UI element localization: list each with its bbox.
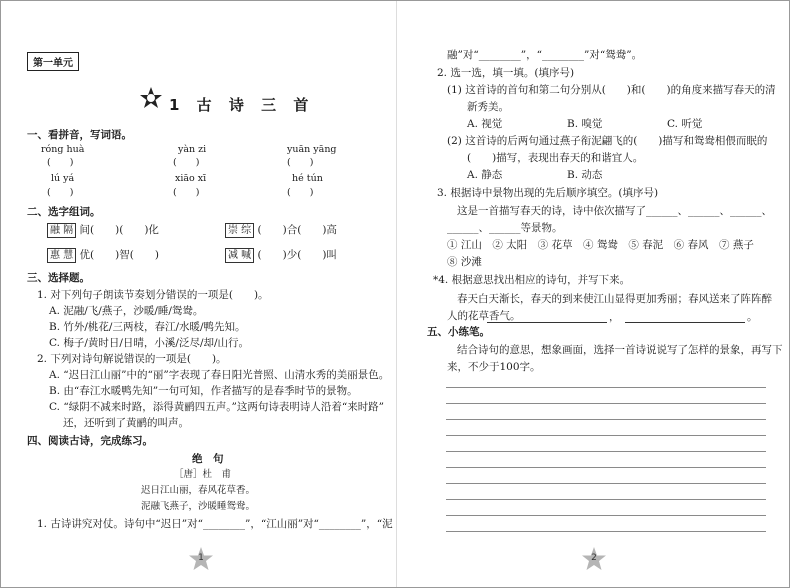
option-c: C. “绿阴不减来时路，添得黄鹂四五声。”这两句诗表明诗人沿着“来时路”: [49, 401, 385, 413]
page-number-star: [581, 546, 607, 572]
word-row-1: [47, 223, 159, 238]
char-choice-box: 惠 慧: [47, 248, 76, 263]
sub-question-cont: 新秀美。: [467, 101, 509, 113]
sub-question: (2) 这首诗的后两句通过燕子衔泥翩飞的( )描写和鸳鸯相偎而眠的: [447, 135, 768, 147]
char-choice-box: 崇 综: [225, 223, 254, 238]
word-blanks: 优( )智( ): [79, 249, 159, 261]
answer-line: [625, 322, 745, 323]
option-a: A. 静态: [467, 169, 503, 181]
answer-paren: ( ): [173, 187, 200, 198]
poem-line: 泥融飞燕子，沙暖睡鸳鸯。: [141, 501, 256, 512]
page-number: 1: [198, 553, 204, 563]
writing-line: [446, 435, 766, 436]
pinyin-4: lú yá: [51, 173, 75, 184]
question-continuation: 融”对“________”，“________”对“鸳鸯”。: [447, 49, 643, 61]
pinyin-1: róng huà: [41, 144, 85, 155]
page-number: 2: [591, 553, 597, 563]
section2-heading: 二、选字组词。: [27, 206, 101, 218]
poem-author: ［唐］杜 甫: [174, 469, 232, 480]
word-blanks: 间( )( )化: [79, 224, 159, 236]
lesson-star-icon: [139, 86, 163, 110]
answer-paren: ( ): [173, 157, 200, 168]
char-choice-box: 减 喊: [225, 248, 254, 263]
answer-paren: ( ): [47, 157, 74, 168]
period: 。: [747, 311, 758, 323]
writing-line: [446, 499, 766, 500]
comma: ，: [609, 311, 620, 323]
choice-list: ⑧ 沙滩: [447, 256, 482, 268]
char-choice-box: 融 隔: [47, 223, 76, 238]
word-row-2b: [225, 248, 337, 263]
answer-line: [487, 322, 607, 323]
answer-paren: ( ): [287, 157, 314, 168]
word-blanks: ( )合( )高: [257, 224, 337, 236]
writing-line: [446, 387, 766, 388]
writing-line: [446, 403, 766, 404]
section5-heading: 五、小练笔。: [427, 326, 490, 338]
pinyin-3: yuān yāng: [287, 144, 337, 155]
question-text: 3. 根据诗中景物出现的先后顺序填空。(填序号): [437, 187, 659, 199]
sub-question: (1) 这首诗的首句和第二句分别从( )和( )的角度来描写春天的清: [447, 84, 776, 96]
option-c-cont: 还，还听到了黄鹂的叫声。: [63, 417, 189, 429]
left-page: [1, 1, 397, 587]
option-c: C. 听觉: [667, 118, 703, 130]
option-c: C. 梅子/黄时日/日晴，小溪/泛尽/却/山行。: [49, 337, 250, 349]
question-body: 人的花草香气。: [447, 310, 521, 322]
question-text: *4. 根据意思找出相应的诗句，并写下来。: [433, 274, 631, 286]
option-a: A. 泥融/飞/燕子，沙暖/睡/鸳鸯。: [49, 305, 204, 317]
option-a: A. 视觉: [467, 118, 503, 130]
pinyin-2: yàn zi: [178, 144, 207, 155]
pinyin-6: hé tún: [292, 173, 323, 184]
writing-prompt: 结合诗句的意思，想象画面，选择一首诗说说写了怎样的景象，再写下: [457, 344, 783, 356]
question-body: ______、______等景物。: [447, 222, 563, 234]
question-body: 春天白天渐长，春天的到来使江山显得更加秀丽；春风送来了阵阵醉: [457, 293, 772, 305]
question-text: 1. 对下列句子朗读节奏划分错误的一项是( )。: [37, 289, 269, 301]
poem-line: 迟日江山丽，春风花草香。: [141, 485, 256, 496]
sub-question-cont: ( )描写，表现出春天的和谐宜人。: [467, 152, 644, 164]
choice-list: ① 江山 ② 太阳 ③ 花草 ④ 鸳鸯 ⑤ 春泥 ⑥ 春风 ⑦ 燕子: [447, 239, 754, 251]
writing-line: [446, 467, 766, 468]
option-b: B. 竹外/桃花/三两枝，春江/水暖/鸭先知。: [49, 321, 246, 333]
word-row-1b: [225, 223, 337, 238]
writing-line: [446, 451, 766, 452]
question-text: 2. 下列对诗句解说错误的一项是( )。: [37, 353, 227, 365]
answer-paren: ( ): [47, 187, 74, 198]
writing-line: [446, 531, 766, 532]
section4-heading: 四、阅读古诗，完成练习。: [27, 435, 153, 447]
question-text: 1. 古诗讲究对仗。诗句中“迟日”对“________”，“江山丽”对“________”，“泥: [37, 518, 393, 530]
unit-label: 第一单元: [27, 52, 79, 71]
answer-paren: ( ): [287, 187, 314, 198]
option-a: A. “迟日江山丽”中的“丽”字表现了春日阳光普照、山清水秀的美丽景色。: [49, 369, 390, 381]
pinyin-5: xiāo xī: [175, 173, 207, 184]
question-text: 2. 选一选，填一填。(填序号): [437, 67, 575, 79]
option-b: B. 嗅觉: [567, 118, 603, 130]
lesson-title: 1 古 诗 三 首: [169, 96, 315, 114]
section1-heading: 一、看拼音，写词语。: [27, 129, 132, 141]
writing-line: [446, 419, 766, 420]
option-b: B. 由“春江水暖鸭先知”一句可知，作者描写的是春季时节的景物。: [49, 385, 358, 397]
section3-heading: 三、选择题。: [27, 272, 90, 284]
page-number-star: [188, 546, 214, 572]
word-row-2: [47, 248, 159, 263]
poem-title: 绝 句: [192, 453, 224, 465]
writing-line: [446, 483, 766, 484]
writing-line: [446, 515, 766, 516]
option-b: B. 动态: [567, 169, 603, 181]
word-blanks: ( )少( )叫: [257, 249, 337, 261]
question-body: 这是一首描写春天的诗，诗中依次描写了______、______、______、: [457, 205, 772, 217]
writing-prompt-cont: 来，不少于100字。: [447, 361, 541, 373]
